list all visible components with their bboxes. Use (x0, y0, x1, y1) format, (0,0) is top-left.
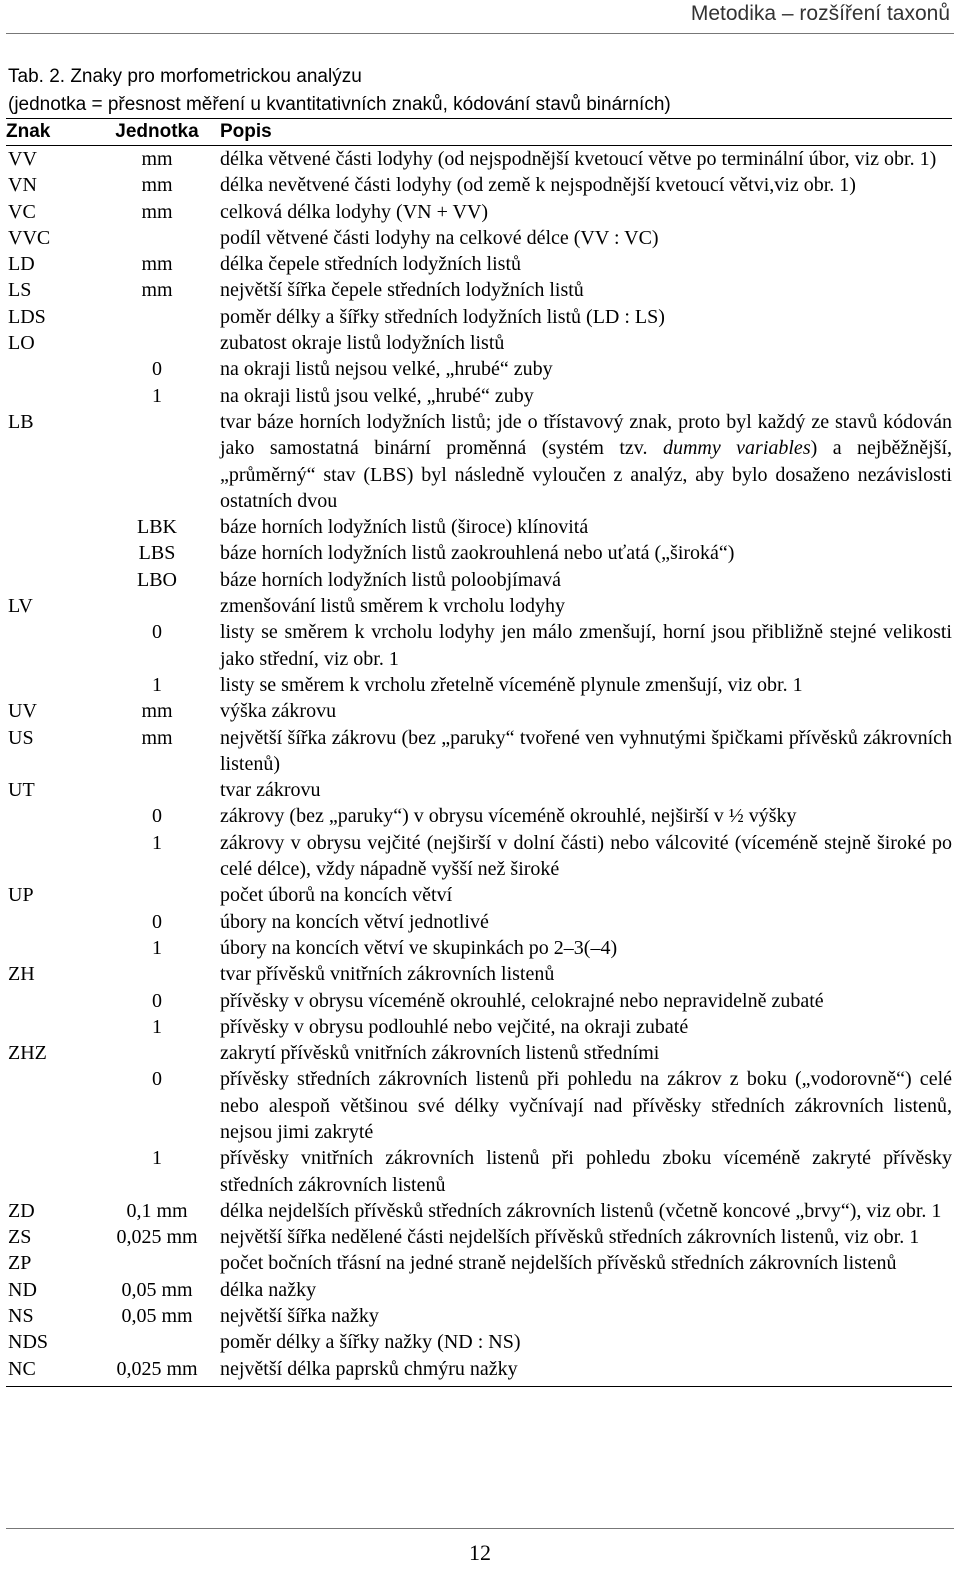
cell-unit: mm (141, 253, 173, 276)
cell-unit: 0 (152, 621, 162, 644)
cell-description: délka čepele středních lodyžních listů (220, 253, 522, 276)
cell-description: zakrytí přívěsků vnitřních zákrovních listenů středními (220, 1042, 660, 1065)
cell-description: největší šířka nažky (220, 1305, 379, 1328)
cell-description: výška zákrovu (220, 700, 337, 723)
cell-unit (94, 225, 220, 251)
cell-unit: mm (141, 726, 173, 749)
table-row (6, 1198, 952, 1224)
cell-code: ZS (8, 1226, 32, 1249)
header-desc: Popis (220, 119, 952, 146)
cell-unit (94, 304, 220, 330)
cell-description: přívěsky v obrysu víceméně okrouhlé, celokrajné nebo nepravidelně zubaté (220, 989, 824, 1012)
table-caption (8, 63, 671, 119)
cell-code: LS (8, 279, 32, 302)
table-row (6, 225, 952, 251)
cell-code (6, 909, 94, 935)
cell-code: NDS (8, 1331, 49, 1354)
cell-unit (94, 1040, 220, 1066)
cell-unit: 1 (152, 673, 162, 696)
caption-title: Tab. 2. Znaky pro morfometrickou analýzu (8, 66, 362, 87)
cell-description: zákrovy (bez „paruky“) v obrysu víceméně okrouhlé, nejširší v ½ výšky (220, 805, 797, 828)
table-row (6, 935, 952, 961)
header-rule (6, 33, 954, 34)
table-row (6, 383, 952, 409)
table-row (6, 593, 952, 619)
table-row (6, 619, 952, 672)
table-header-row (6, 119, 952, 146)
table-row (6, 1250, 952, 1276)
cell-description: tvar zákrovu (220, 779, 321, 802)
cell-description: počet úborů na koncích větví (220, 884, 453, 907)
cell-unit: 0 (152, 989, 162, 1012)
cell-code: VC (8, 200, 36, 223)
cell-unit: 0,1 mm (126, 1199, 188, 1222)
cell-code: ZP (8, 1252, 32, 1275)
cell-description: délka větvené části lodyhy (od nejspodnější kvetoucí větve po terminální úbor, viz obr. 1) (220, 148, 937, 170)
running-header: Metodika – rozšíření taxonů (690, 2, 950, 25)
cell-description: počet bočních třásní na jedné straně nejdelších přívěsků středních zákrovních listenů (220, 1252, 897, 1275)
table-row (6, 672, 952, 698)
cell-unit: 0 (152, 910, 162, 933)
table-row (6, 1356, 952, 1387)
table-row (6, 988, 952, 1014)
cell-code: US (8, 726, 34, 749)
cell-code: ND (8, 1278, 37, 1301)
cell-description: listy se směrem k vrcholu zřetelně víceméně plynule zmenšují, viz obr. 1 (220, 673, 803, 696)
cell-description: přívěsky v obrysu podlouhlé nebo vejčité, na okraji zubaté (220, 1015, 689, 1038)
description-text: tvar báze horních lodyžních listů; jde o třístavový znak, proto byl každý ze stavů kódován jako samostatná binární proměnná (systém tzv. (220, 410, 952, 460)
caption-note: (jednotka = přesnost měření u kvantitativních znaků, kódování stavů binárních) (8, 94, 671, 115)
cell-description: největší šířka nedělené části nejdelších přívěsků středních zákrovních listenů, viz obr. 1 (220, 1226, 920, 1249)
table-row (6, 1040, 952, 1066)
characters-table (6, 118, 952, 1387)
table-row (6, 409, 952, 514)
table-row (6, 251, 952, 277)
table-row (6, 330, 952, 356)
table-row (6, 356, 952, 382)
cell-code (6, 988, 94, 1014)
table-row (6, 172, 952, 198)
cell-code: LB (8, 410, 34, 433)
cell-description: délka nevětvené části lodyhy (od země k nejspodnější kvetoucí větvi,viz obr. 1) (220, 174, 856, 197)
cell-unit: 1 (152, 831, 162, 854)
cell-unit: 0,025 mm (116, 1226, 198, 1249)
header-unit: Jednotka (94, 119, 220, 146)
cell-code: ZD (8, 1199, 35, 1222)
cell-code (6, 383, 94, 409)
table-row (6, 909, 952, 935)
cell-unit: 0,05 mm (121, 1305, 193, 1328)
cell-unit: mm (141, 148, 173, 170)
cell-code (6, 567, 94, 593)
table-row (6, 146, 952, 173)
cell-description: přívěsky středních zákrovních listenů při pohledu na zákrov z boku („vodorovně“) celé nebo alespoň většinou své délky vyčnívají nad přívěsky středních zákrovních listenů, nejsou jimi zakryté (220, 1068, 952, 1143)
cell-code: VV (8, 148, 37, 170)
cell-unit: LBK (137, 516, 177, 539)
cell-code: VN (8, 174, 37, 197)
cell-code (6, 1014, 94, 1040)
table-row (6, 882, 952, 908)
cell-unit: 0 (152, 1068, 162, 1091)
table-row (6, 1303, 952, 1329)
table-row (6, 540, 952, 566)
cell-code (6, 356, 94, 382)
table-row (6, 1145, 952, 1198)
cell-code: VVC (8, 226, 51, 249)
cell-description: báze horních lodyžních listů zaokrouhlená nebo uťatá („široká“) (220, 542, 735, 565)
cell-unit: 0 (152, 358, 162, 381)
cell-description: největší délka paprsků chmýru nažky (220, 1356, 952, 1387)
cell-unit: mm (141, 200, 173, 223)
cell-description: délka nejdelších přívěsků středních zákrovních listenů (včetně koncové „brvy“), viz obr. 1 (220, 1199, 942, 1222)
cell-unit: mm (141, 279, 173, 302)
table-row (6, 1277, 952, 1303)
table-row (6, 961, 952, 987)
table-row (6, 1066, 952, 1145)
cell-unit: mm (141, 700, 173, 723)
cell-description: největší šířka zákrovu (bez „paruky“ tvořené ven vyhnutými špičkami přívěsků zákrovních listenů) (220, 726, 952, 775)
cell-unit (94, 961, 220, 987)
table-row (6, 514, 952, 540)
cell-description: poměr délky a šířky středních lodyžních listů (LD : LS) (220, 305, 665, 328)
cell-code: UT (8, 779, 35, 802)
table-row (6, 199, 952, 225)
table-row (6, 277, 952, 303)
cell-code (6, 935, 94, 961)
cell-unit (94, 777, 220, 803)
cell-unit: 1 (152, 1147, 162, 1170)
cell-code: NS (8, 1305, 34, 1328)
cell-description: celková délka lodyhy (VN + VV) (220, 200, 489, 223)
table-row (6, 725, 952, 778)
cell-unit (94, 330, 220, 356)
table-row (6, 567, 952, 593)
footer-rule (6, 1528, 954, 1529)
cell-code (6, 830, 94, 883)
cell-description: listy se směrem k vrcholu lodyhy jen málo zmenšují, horní jsou přibližně stejné velikosti jako střední, viz obr. 1 (220, 621, 952, 670)
cell-description: délka nažky (220, 1278, 317, 1301)
cell-description: na okraji listů nejsou velké, „hrubé“ zuby (220, 358, 553, 381)
cell-unit (94, 1329, 220, 1355)
cell-description: báze horních lodyžních listů (široce) klínovitá (220, 516, 589, 539)
cell-unit: 0 (152, 805, 162, 828)
cell-description: přívěsky vnitřních zákrovních listenů při pohledu zboku víceméně zakryté přívěsky středních zákrovních listenů (220, 1147, 952, 1196)
cell-description (220, 409, 952, 514)
cell-description: zmenšování listů směrem k vrcholu lodyhy (220, 595, 565, 618)
cell-code (6, 672, 94, 698)
cell-unit: mm (141, 174, 173, 197)
cell-code: LV (8, 595, 33, 618)
page-number: 12 (469, 1540, 491, 1565)
cell-code (6, 619, 94, 672)
cell-description: největší šířka čepele středních lodyžních listů (220, 279, 584, 302)
cell-code: NC (6, 1356, 94, 1387)
cell-code: LDS (8, 305, 46, 328)
table-row (6, 1224, 952, 1250)
cell-description: zákrovy v obrysu vejčité (nejširší v dolní části) nebo válcovité (víceméně stejně široké po celé délce), vždy nápadně vyšší než široké (220, 831, 952, 881)
description-text: ) a nejběžnější, „průměrný“ stav (LBS) byl následně vyloučen z analýz, aby bylo dosaženo nezávislosti ostatních dvou (220, 437, 952, 512)
cell-description: úbory na koncích větví jednotlivé (220, 910, 489, 933)
cell-code: ZHZ (8, 1042, 47, 1065)
cell-description: tvar přívěsků vnitřních zákrovních listenů (220, 963, 555, 986)
cell-code: LD (8, 253, 35, 276)
cell-code (6, 1145, 94, 1198)
cell-unit: 1 (152, 384, 162, 407)
table-row (6, 1329, 952, 1355)
cell-description: úbory na koncích větví ve skupinkách po 2–3(–4) (220, 936, 618, 959)
cell-code: UP (8, 884, 34, 907)
cell-code: UV (8, 700, 37, 723)
cell-description: zubatost okraje listů lodyžních listů (220, 332, 505, 355)
cell-unit: 1 (152, 1015, 162, 1038)
cell-unit: 0,05 mm (121, 1278, 193, 1301)
table-row (6, 698, 952, 724)
cell-description: báze horních lodyžních listů poloobjímavá (220, 568, 562, 591)
cell-description: podíl větvené části lodyhy na celkové délce (VV : VC) (220, 226, 659, 249)
cell-code (6, 540, 94, 566)
cell-code (6, 514, 94, 540)
cell-description: na okraji listů jsou velké, „hrubé“ zuby (220, 384, 534, 407)
description-italic-term: dummy variables (662, 437, 811, 460)
cell-unit: 1 (152, 936, 162, 959)
table-row (6, 803, 952, 829)
table-row (6, 830, 952, 883)
cell-unit (94, 593, 220, 619)
cell-code (6, 803, 94, 829)
header-code: Znak (6, 119, 94, 146)
cell-unit: 0,025 mm (94, 1356, 220, 1387)
table-row (6, 1014, 952, 1040)
cell-unit: LBO (137, 568, 177, 591)
cell-unit (94, 409, 220, 514)
cell-code (6, 1066, 94, 1145)
cell-code: LO (8, 332, 35, 355)
cell-unit: LBS (138, 542, 176, 565)
table-row (6, 304, 952, 330)
cell-code: ZH (8, 963, 35, 986)
table-row (6, 777, 952, 803)
cell-unit (94, 1250, 220, 1276)
cell-unit (94, 882, 220, 908)
cell-description: poměr délky a šířky nažky (ND : NS) (220, 1331, 521, 1354)
